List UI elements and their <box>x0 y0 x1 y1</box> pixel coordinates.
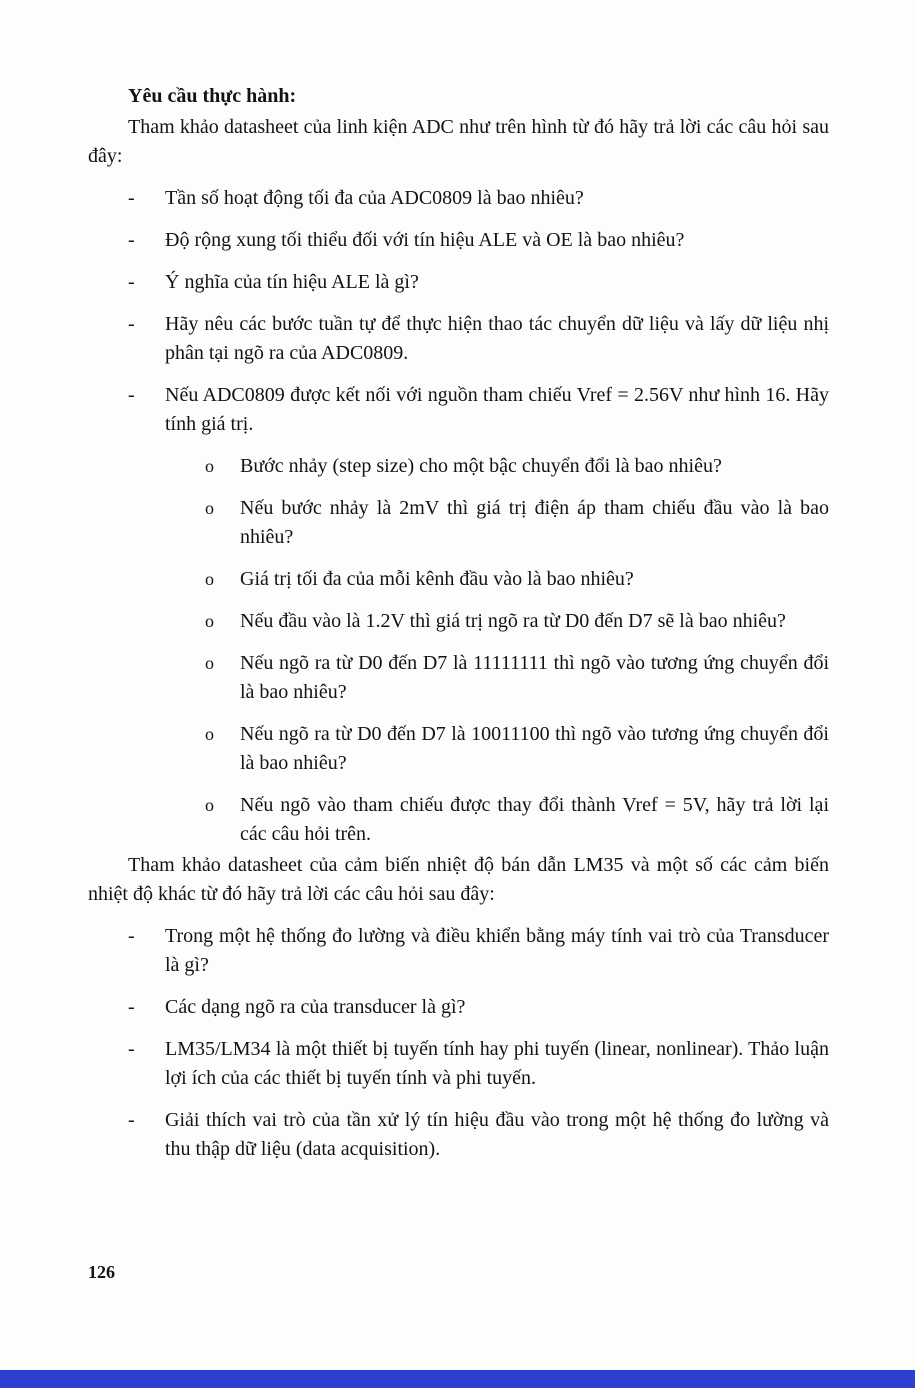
dash-marker: - <box>128 925 135 947</box>
bottom-bar <box>0 1370 915 1388</box>
sub-list-item-text: Giá trị tối đa của mỗi kênh đầu vào là bao nhiêu? <box>240 568 634 590</box>
list-item-text: Hãy nêu các bước tuần tự để thực hiện thao tác chuyển dữ liệu và lấy dữ liệu nhị phân tại ngõ ra của ADC0809. <box>165 313 829 364</box>
circle-marker: o <box>205 498 214 518</box>
sub-list-item <box>88 565 829 594</box>
document-page <box>88 82 829 1164</box>
dash-marker: - <box>128 271 135 293</box>
dash-marker: - <box>128 313 135 335</box>
list-item-text: Độ rộng xung tối thiểu đối với tín hiệu ALE và OE là bao nhiêu? <box>165 229 685 251</box>
sub-list-item-text: Bước nhảy (step size) cho một bậc chuyển đổi là bao nhiêu? <box>240 455 722 477</box>
sub-list-item-text: Nếu bước nhảy là 2mV thì giá trị điện áp tham chiếu đầu vào là bao nhiêu? <box>240 497 829 548</box>
circle-marker: o <box>205 456 214 476</box>
list-item <box>88 1106 829 1164</box>
list-item <box>88 184 829 213</box>
sub-list-item <box>88 494 829 552</box>
circle-marker: o <box>205 611 214 631</box>
sub-list-item-text: Nếu ngõ vào tham chiếu được thay đổi thành Vref = 5V, hãy trả lời lại các câu hỏi trên. <box>240 794 829 845</box>
page-number: 126 <box>88 1262 115 1282</box>
dash-marker: - <box>128 384 135 406</box>
circle-marker: o <box>205 795 214 815</box>
list-item-text: LM35/LM34 là một thiết bị tuyến tính hay phi tuyến (linear, nonlinear). Thảo luận lợi ích của các thiết bị tuyến tính và phi tuyến. <box>165 1038 829 1089</box>
sub-list-item <box>88 649 829 707</box>
list-item <box>88 993 829 1022</box>
list-item-text: Tần số hoạt động tối đa của ADC0809 là bao nhiêu? <box>165 187 584 209</box>
dash-marker: - <box>128 1109 135 1131</box>
circle-marker: o <box>205 724 214 744</box>
list-item-text: Giải thích vai trò của tần xử lý tín hiệu đầu vào trong một hệ thống đo lường và thu thập dữ liệu (data acquisition). <box>165 1109 829 1160</box>
intro-paragraph-adc: Tham khảo datasheet của linh kiện ADC như trên hình từ đó hãy trả lời các câu hỏi sau đây: <box>88 116 829 167</box>
circle-marker: o <box>205 653 214 673</box>
dash-marker: - <box>128 187 135 209</box>
sub-list-item-text: Nếu ngõ ra từ D0 đến D7 là 10011100 thì ngõ vào tương ứng chuyển đổi là bao nhiêu? <box>240 723 829 774</box>
sub-list-item <box>88 452 829 481</box>
intro-paragraph-lm35: Tham khảo datasheet của cảm biến nhiệt độ bán dẫn LM35 và một số các cảm biến nhiệt độ khác từ đó hãy trả lời các câu hỏi sau đây: <box>88 854 829 905</box>
sub-list-item-text: Nếu ngõ ra từ D0 đến D7 là 11111111 thì ngõ vào tương ứng chuyển đổi là bao nhiêu? <box>240 652 829 703</box>
list-item <box>88 310 829 368</box>
sub-list-item <box>88 791 829 849</box>
list-item <box>88 922 829 980</box>
sub-list-item-text: Nếu đầu vào là 1.2V thì giá trị ngõ ra từ D0 đến D7 sẽ là bao nhiêu? <box>240 610 786 632</box>
sub-list-item <box>88 607 829 636</box>
list-item-text: Ý nghĩa của tín hiệu ALE là gì? <box>165 271 419 293</box>
list-item-text: Nếu ADC0809 được kết nối với nguồn tham chiếu Vref = 2.56V như hình 16. Hãy tính giá trị. <box>165 384 829 435</box>
list-item <box>88 381 829 439</box>
section-heading: Yêu cầu thực hành: <box>128 85 297 107</box>
dash-marker: - <box>128 1038 135 1060</box>
dash-marker: - <box>128 229 135 251</box>
list-item <box>88 268 829 297</box>
circle-marker: o <box>205 569 214 589</box>
list-item-text: Trong một hệ thống đo lường và điều khiển bằng máy tính vai trò của Transducer là gì? <box>165 925 829 976</box>
sub-list-item <box>88 720 829 778</box>
list-item <box>88 1035 829 1093</box>
dash-marker: - <box>128 996 135 1018</box>
list-item <box>88 226 829 255</box>
list-item-text: Các dạng ngõ ra của transducer là gì? <box>165 996 466 1018</box>
